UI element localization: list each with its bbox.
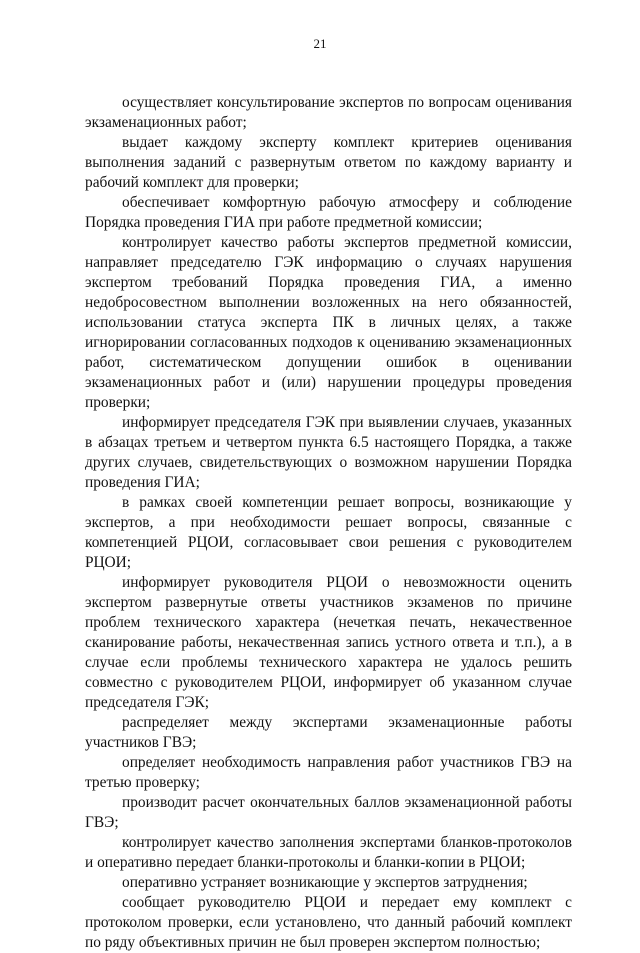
paragraph-protocol-forms: контролирует качество заполнения экспертами бланков-протоколов и оперативно передает бланки-протоколы и бланки-копии в РЦОИ; xyxy=(85,834,572,871)
paragraph-comfortable-atmosphere: обеспечивает комфортную рабочую атмосферу и соблюдение Порядка проведения ГИА при работе предметной комиссии; xyxy=(85,194,572,231)
document-body xyxy=(85,93,572,953)
paragraph-informs-gek-chair: информирует председателя ГЭК при выявлении случаев, указанных в абзацах третьем и четвертом пункта 6.5 настоящего Порядка, а также других случаев, свидетельствующих о возможном нарушении Порядка проведения ГИА; xyxy=(85,414,572,491)
paragraph-informs-rcoi-head: информирует руководителя РЦОИ о невозможности оценить экспертом развернутые ответы участников экзаменов по причине проблем технического характера (нечеткая печать, некачественное сканирование работы, некачественная запись устного ответа и т.п.), а в случае если проблемы технического характера не удалось решить совместно с руководителем РЦОИ, информирует об указанном случае председателя ГЭК; xyxy=(85,574,572,711)
paragraph-consulting-experts: осуществляет консультирование экспертов по вопросам оценивания экзаменационных работ; xyxy=(85,94,572,131)
paragraph-resolves-expert-questions: в рамках своей компетенции решает вопросы, возникающие у экспертов, а при необходимости решает вопросы, связанные с компетенцией РЦОИ, согласовывает свои решения с руководителем РЦОИ; xyxy=(85,494,572,571)
paragraph-distributes-gve-works: распределяет между экспертами экзаменационные работы участников ГВЭ; xyxy=(85,714,572,751)
paragraph-removes-difficulties: оперативно устраняет возникающие у экспертов затруднения; xyxy=(122,874,528,891)
paragraph-reports-incomplete-kit: сообщает руководителю РЦОИ и передает ему комплект с протоколом проверки, если установлено, что данный рабочий комплект по ряду объективных причин не был проверен экспертом полностью; xyxy=(85,894,572,951)
paragraph-final-scores: производит расчет окончательных баллов экзаменационной работы ГВЭ; xyxy=(85,794,572,831)
paragraph-third-check: определяет необходимость направления работ участников ГВЭ на третью проверку; xyxy=(85,754,572,791)
page-number: 21 xyxy=(313,36,327,51)
paragraph-quality-control: контролирует качество работы экспертов предметной комиссии, направляет председателю ГЭК информацию о случаях нарушения экспертом требований Порядка проведения ГИА, а именно недобросовестном выполнении возложенных на него обязанностей, использовании статуса эксперта ПК в личных целях, а также игнорировании согласованных подходов к оцениванию экзаменационных работ, систематическом допущении ошибок в оценивании экзаменационных работ и (или) нарушении процедуры проведения проверки; xyxy=(85,234,572,411)
paragraph-issues-criteria-kit: выдает каждому эксперту комплект критериев оценивания выполнения заданий с развернутым ответом по каждому варианту и рабочий комплект для проверки; xyxy=(85,134,572,191)
